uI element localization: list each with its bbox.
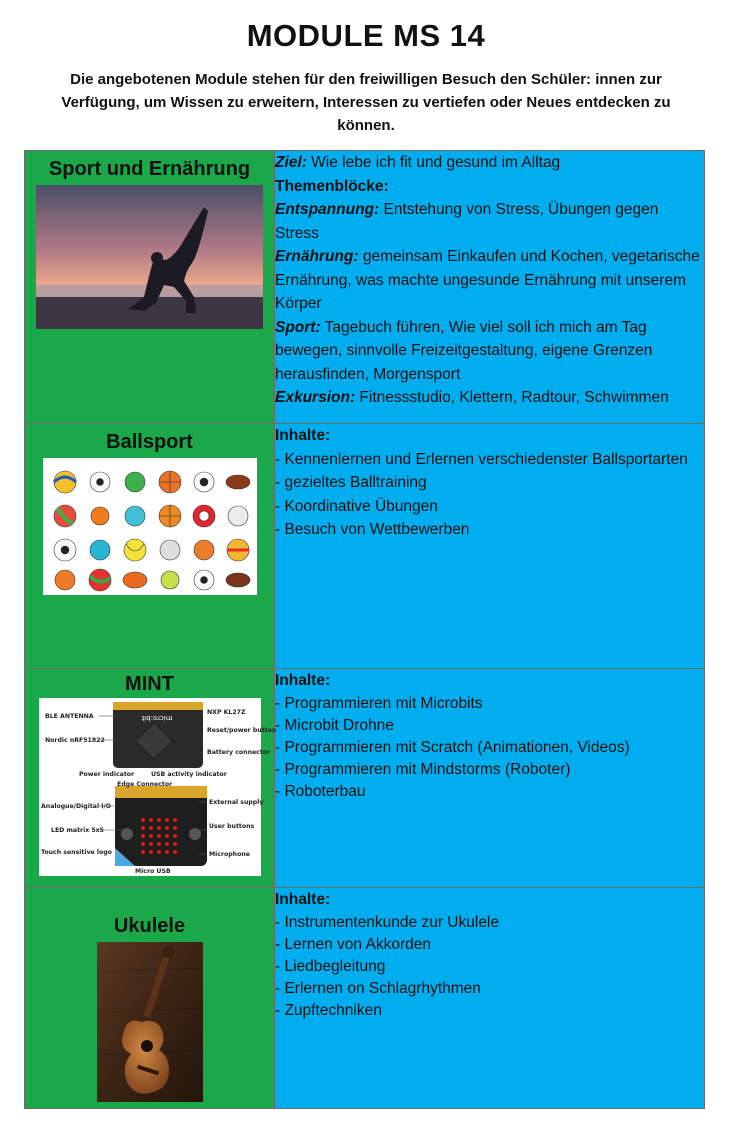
module-title: Ukulele — [113, 915, 186, 937]
module-row-ukulele — [25, 888, 705, 1109]
balls-grid-image — [43, 458, 257, 595]
paragraph-exkursion: Exkursion: Fitnessstudio, Klettern, Radtour, Schwimmen — [275, 389, 669, 406]
board-label: Nordic nRF51822 — [44, 737, 105, 744]
board-label: Micro USB — [134, 868, 171, 875]
paragraph-entspannung: Entspannung: Entstehung von Stress, Übungen gegen Stress — [275, 201, 659, 242]
board-label: Touch sensitive logo — [40, 849, 112, 856]
module-row-ballsport — [25, 424, 705, 669]
list-item: - Besuch von Wettbewerben — [275, 521, 470, 538]
module-cell-left — [25, 888, 275, 1109]
contents-heading: Inhalte: — [275, 672, 331, 689]
list-item: - Liedbegleitung — [275, 957, 386, 975]
list-item: - Microbit Drohne — [275, 716, 394, 734]
list-item: - Kennenlernen und Erlernen verschiedenster Ballsportarten — [275, 450, 688, 468]
list-item: - Programmieren mit Scratch (Animationen, Videos) — [275, 738, 630, 756]
board-label: Reset/power button — [206, 727, 276, 734]
board-label: NXP KL27Z — [206, 709, 245, 716]
list-item: - Erlernen on Schlagrhythmen — [275, 979, 481, 997]
module-cell-right — [275, 888, 705, 1109]
list-item: - gezieltes Balltraining — [275, 474, 427, 491]
list-item: - Programmieren mit Mindstorms (Roboter) — [275, 760, 571, 778]
microbit-brand-label: micro:bit — [140, 714, 173, 722]
board-label: Battery connector — [206, 749, 270, 756]
board-label: Microphone — [208, 851, 250, 858]
contents-heading: Inhalte: — [275, 427, 331, 444]
module-cell-left — [25, 669, 275, 888]
module-cell-right — [275, 151, 705, 424]
list-item: - Zupftechniken — [275, 1001, 382, 1019]
contents-heading: Inhalte: — [275, 891, 331, 908]
board-label: User buttons — [208, 823, 254, 830]
page-title: MODULE MS 14 — [246, 18, 486, 53]
list-item: - Koordinative Übungen — [275, 497, 438, 515]
list-item: - Programmieren mit Microbits — [275, 694, 483, 712]
board-label: Power indicator — [78, 771, 134, 778]
intro-text: Die angebotenen Module stehen für den freiwilligen Besuch den Schüler: innen zur Verfügung, um Wissen zu erweitern, Interessen zu vertiefen oder Neues entdecken zu können. — [61, 71, 671, 134]
module-row-mint — [25, 669, 705, 888]
board-label: Edge Connector — [116, 781, 172, 788]
board-label: LED matrix 5x5 — [50, 827, 104, 834]
yoga-silhouette-image — [36, 185, 263, 329]
module-title: MINT — [125, 673, 174, 695]
modules-table — [24, 150, 705, 1109]
ukulele-photo-image — [97, 942, 203, 1102]
module-cell-left — [25, 151, 275, 424]
board-label: Analogue/Digital I/O — [40, 803, 111, 810]
list-item: - Lernen von Akkorden — [275, 935, 431, 953]
paragraph-ziel: Ziel: Wie lebe ich fit und gesund im Alltag — [275, 154, 561, 171]
module-row-sport — [25, 151, 705, 424]
module-cell-right — [275, 669, 705, 888]
list-item: - Roboterbau — [275, 782, 366, 800]
microbit-board-image — [39, 698, 276, 876]
board-label: USB activity indicator — [150, 771, 227, 778]
board-label: BLE ANTENNA — [44, 713, 94, 720]
board-label: External supply — [208, 799, 263, 806]
paragraph-ernaehrung: Ernährung: gemeinsam Einkaufen und Kochen, vegetarische Ernährung, was machte ungesunde Ernährung mit unserem Körper — [275, 248, 700, 312]
module-title: Sport und Ernährung — [48, 158, 251, 180]
paragraph-themen: Themenblöcke: — [275, 177, 389, 195]
module-cell-right — [275, 424, 705, 669]
module-title: Ballsport — [106, 431, 193, 453]
module-cell-left — [25, 424, 275, 669]
paragraph-sport: Sport: Tagebuch führen, Wie viel soll ich mich am Tag bewegen, sinnvolle Freizeitgestaltung, eigene Grenzen herausfinden, Morgensport — [275, 318, 653, 383]
list-item: - Instrumentenkunde zur Ukulele — [275, 913, 500, 931]
